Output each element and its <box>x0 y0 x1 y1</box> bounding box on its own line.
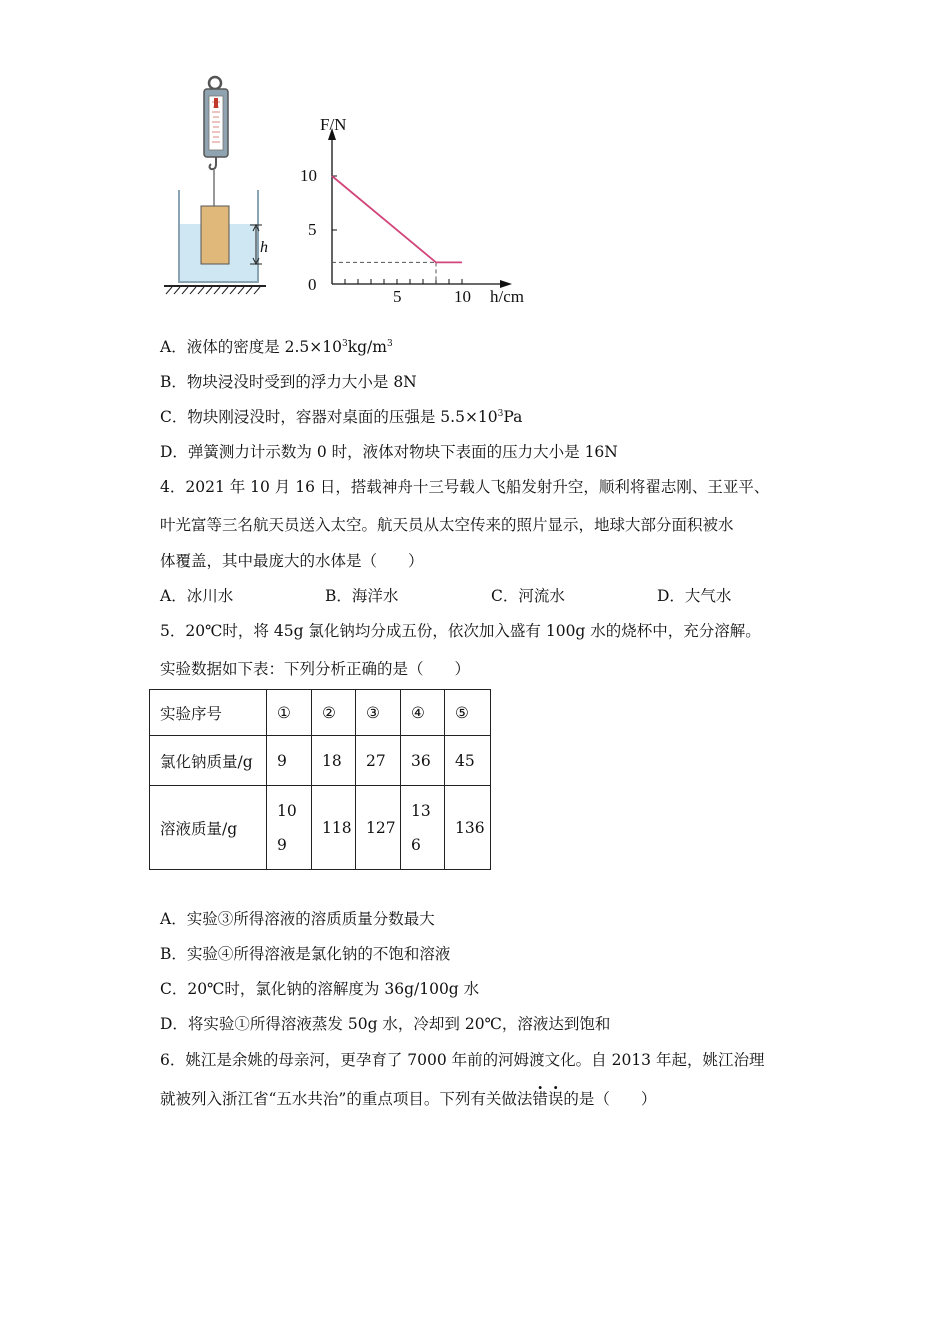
table-cell: 溶液质量/g <box>150 786 267 870</box>
q5-stem-line-1: 5．20℃时，将 45g 氯化钠均分成五份，依次加入盛有 100g 水的烧杯中，充分溶解。 <box>160 622 761 640</box>
hanging-ring-icon <box>209 77 221 89</box>
table-cell: ① <box>267 690 312 736</box>
table-cell: 10 9 <box>267 786 312 870</box>
force-series-line <box>332 176 462 262</box>
table-cell: 118 <box>312 786 356 870</box>
x-axis-label: h/cm <box>490 287 524 306</box>
q3-option-b: B．物块浸没时受到的浮力大小是 8N <box>160 373 417 391</box>
origin-label: 0 <box>308 275 317 294</box>
spring-scale-beaker-figure <box>158 74 278 302</box>
table-cell: 127 <box>356 786 401 870</box>
q4-stem-line-2: 叶光富等三名航天员送入太空。航天员从太空传来的照片显示，地球大部分面积被水 <box>160 516 734 534</box>
y-tick-5: 5 <box>308 220 317 239</box>
x-tick-5: 5 <box>393 287 402 306</box>
hook-icon <box>210 157 217 169</box>
q5-option-b: B．实验④所得溶液是氯化钠的不饱和溶液 <box>160 945 451 963</box>
table-cell: 36 <box>401 736 445 786</box>
table-row <box>150 736 491 786</box>
table-cell: ④ <box>401 690 445 736</box>
q6-stem-line-2: 就被列入浙江省“五水共治”的重点项目。下列有关做法错误的是（ ） <box>160 1090 657 1108</box>
table-cell: ⑤ <box>445 690 491 736</box>
q5-option-a: A．实验③所得溶液的溶质质量分数最大 <box>160 910 435 928</box>
q4-stem-line-3: 体覆盖，其中最庞大的水体是（ ） <box>160 552 424 570</box>
h-label: h <box>260 239 268 256</box>
q3-option-d: D．弹簧测力计示数为 0 时，液体对物块下表面的压力大小是 16N <box>160 443 618 461</box>
q4-option-c: C．河流水 <box>491 587 565 605</box>
table-cell: 136 <box>445 786 491 870</box>
q3-option-c: C．物块刚浸没时，容器对桌面的压强是 $5.5\times 10^3Pa$ <box>160 408 523 426</box>
table-cell: 13 6 <box>401 786 445 870</box>
emphasis-char: 误 <box>547 1090 564 1108</box>
table-cell: ② <box>312 690 356 736</box>
experiment-data-table <box>149 689 491 870</box>
table-cell: ③ <box>356 690 401 736</box>
q4-option-b: B．海洋水 <box>325 587 399 605</box>
y-axis-label: F/N <box>320 115 347 134</box>
x-tick-10: 10 <box>454 287 471 306</box>
block <box>201 206 229 264</box>
table-cell: 9 <box>267 736 312 786</box>
q5-option-d: D．将实验①所得溶液蒸发 50g 水，冷却到 20℃，溶液达到饱和 <box>160 1015 611 1033</box>
q4-option-d: D．大气水 <box>657 587 732 605</box>
q4-option-a: A．冰川水 <box>160 587 234 605</box>
table-cell: 实验序号 <box>150 690 267 736</box>
emphasis-char: 错 <box>532 1090 548 1108</box>
q4-stem-line-1: 4．2021 年 10 月 16 日，搭载神舟十三号载人飞船发射升空，顺利将翟志刚、王亚平、 <box>160 478 770 496</box>
q3-option-a: A．液体的密度是 $2.5\times 10^3kg/m^3$ <box>160 338 393 356</box>
force-depth-graph <box>300 110 540 310</box>
table-cell: 氯化钠质量/g <box>150 736 267 786</box>
table-cell: 27 <box>356 736 401 786</box>
q5-stem-line-2: 实验数据如下表：下列分析正确的是（ ） <box>160 660 471 678</box>
table-row <box>150 690 491 736</box>
table-cell: 18 <box>312 736 356 786</box>
q6-stem-line-1: 6．姚江是余姚的母亲河，更孕育了 7000 年前的河姆渡文化。自 2013 年起，姚江治理 <box>160 1051 765 1069</box>
y-tick-10: 10 <box>300 166 317 185</box>
table-cell: 45 <box>445 736 491 786</box>
q5-option-c: C．20℃时，氯化钠的溶解度为 36g/100g 水 <box>160 980 480 998</box>
table-row <box>150 786 491 870</box>
